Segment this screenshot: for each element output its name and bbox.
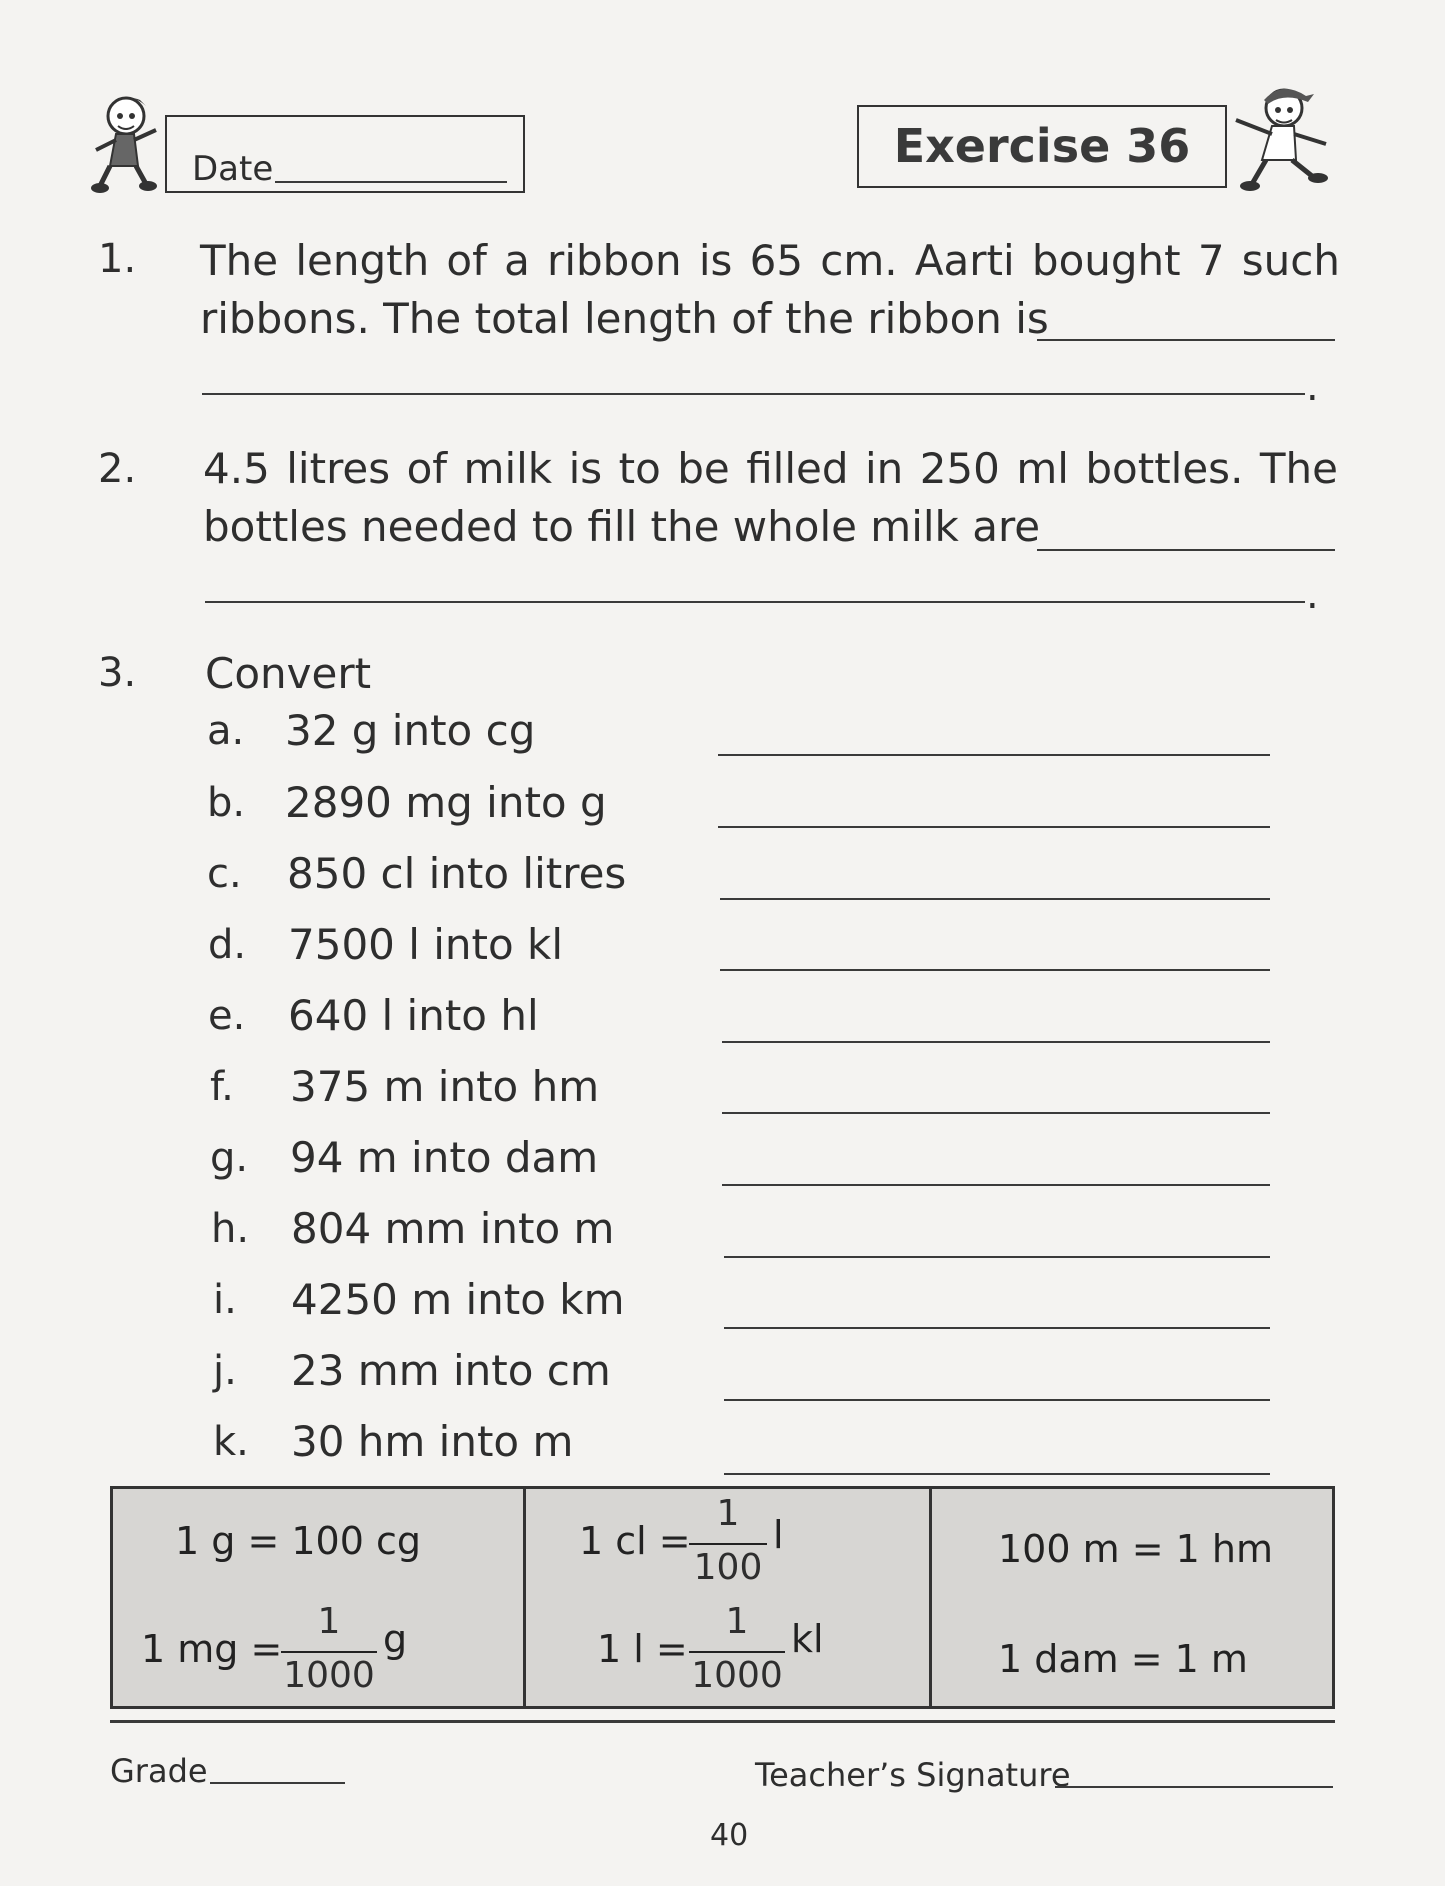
fraction-bar xyxy=(689,1651,785,1653)
convert-item-letter: e. xyxy=(208,993,246,1039)
conversion-cl-lhs: 1 cl = xyxy=(579,1519,691,1563)
question-3-title: Convert xyxy=(205,649,372,698)
fraction-numerator: 1 xyxy=(317,1601,341,1642)
fraction-denominator: 1000 xyxy=(691,1655,783,1696)
fraction-denominator: 100 xyxy=(693,1547,763,1588)
boy-mascot-right-icon xyxy=(1222,80,1340,192)
convert-answer-line[interactable] xyxy=(722,1112,1270,1114)
question-1-text xyxy=(200,232,1340,348)
conversion-l-lhs: 1 l = xyxy=(597,1627,688,1671)
conversion-g-to-cg: 1 g = 100 cg xyxy=(175,1519,421,1563)
fraction-numerator: 1 xyxy=(725,1601,749,1642)
convert-item-text: 94 m into dam xyxy=(290,1133,599,1182)
page-number: 40 xyxy=(710,1818,749,1853)
convert-item-letter: g. xyxy=(210,1135,249,1181)
question-3-number: 3. xyxy=(98,650,137,696)
convert-item-text: 375 m into hm xyxy=(290,1062,600,1111)
teacher-signature-blank-line[interactable] xyxy=(1055,1786,1333,1788)
grade-label: Grade xyxy=(110,1752,208,1790)
conversion-l-unit: kl xyxy=(791,1617,824,1661)
grade-blank-line[interactable] xyxy=(210,1782,345,1784)
convert-item-letter: f. xyxy=(210,1064,234,1110)
convert-item-letter: k. xyxy=(213,1419,249,1465)
fraction-1-over-1000-g xyxy=(281,1601,377,1701)
conversion-m-to-hm: 100 m = 1 hm xyxy=(998,1527,1273,1571)
table-bottom-rule xyxy=(110,1720,1335,1723)
fraction-1-over-1000-kl xyxy=(689,1601,785,1701)
question-2-answer-line-1[interactable] xyxy=(1037,549,1335,551)
convert-item-text: 2890 mg into g xyxy=(285,778,607,827)
boy-mascot-left-icon xyxy=(88,86,168,196)
question-2-period: . xyxy=(1306,572,1319,618)
teacher-signature-label: Teacher’s Signature xyxy=(755,1756,1071,1794)
fraction-denominator: 1000 xyxy=(283,1655,375,1696)
convert-item-text: 23 mm into cm xyxy=(291,1346,611,1395)
convert-answer-line[interactable] xyxy=(718,826,1270,828)
conversion-cl-unit: l xyxy=(773,1513,784,1557)
convert-item-text: 640 l into hl xyxy=(288,991,539,1040)
convert-answer-line[interactable] xyxy=(724,1327,1270,1329)
question-2-text-content: 4.5 litres of milk is to be filled in 250 ml bottles. The bottles needed to fill the whole milk are xyxy=(203,444,1338,551)
convert-answer-line[interactable] xyxy=(722,1184,1270,1186)
convert-answer-line[interactable] xyxy=(722,1041,1270,1043)
date-blank-line[interactable] xyxy=(275,181,507,183)
convert-answer-line[interactable] xyxy=(720,898,1270,900)
convert-item-text: 7500 l into kl xyxy=(288,920,564,969)
convert-item-letter: b. xyxy=(207,780,246,826)
question-1-answer-line-1[interactable] xyxy=(1037,339,1335,341)
question-1-period: . xyxy=(1306,364,1319,410)
exercise-title-box xyxy=(857,105,1227,188)
convert-item-letter: h. xyxy=(211,1206,250,1252)
convert-answer-line[interactable] xyxy=(724,1256,1270,1258)
convert-item-text: 804 mm into m xyxy=(291,1204,615,1253)
exercise-title: Exercise 36 xyxy=(893,119,1191,173)
conversion-mg-unit: g xyxy=(383,1617,408,1661)
convert-item-text: 30 hm into m xyxy=(291,1417,574,1466)
conversion-mg-lhs: 1 mg = xyxy=(141,1627,283,1671)
convert-item-text: 850 cl into litres xyxy=(287,849,627,898)
convert-item-text: 4250 m into km xyxy=(291,1275,625,1324)
date-box xyxy=(165,115,525,193)
convert-item-letter: c. xyxy=(207,851,242,897)
convert-item-letter: j. xyxy=(213,1348,237,1394)
question-1-text-content: The length of a ribbon is 65 cm. Aarti bought 7 such ribbons. The total length of the ribbon is xyxy=(200,236,1340,343)
conversion-table xyxy=(110,1486,1335,1709)
convert-item-letter: a. xyxy=(207,708,245,754)
question-2-number: 2. xyxy=(98,446,137,492)
table-column-divider xyxy=(929,1489,932,1706)
conversion-dam-to-m: 1 dam = 1 m xyxy=(998,1637,1248,1681)
fraction-bar xyxy=(689,1543,767,1545)
question-1-number: 1. xyxy=(98,236,137,282)
convert-answer-line[interactable] xyxy=(720,969,1270,971)
fraction-1-over-100-l xyxy=(689,1493,767,1593)
convert-item-text: 32 g into cg xyxy=(285,706,536,755)
convert-answer-line[interactable] xyxy=(724,1399,1270,1401)
question-2-text xyxy=(203,440,1338,556)
convert-answer-line[interactable] xyxy=(724,1473,1270,1475)
question-1-answer-line-2[interactable] xyxy=(202,393,1305,395)
convert-item-letter: i. xyxy=(213,1277,237,1323)
question-2-answer-line-2[interactable] xyxy=(205,601,1305,603)
date-label: Date xyxy=(192,149,274,189)
convert-item-letter: d. xyxy=(208,922,247,968)
fraction-bar xyxy=(281,1651,377,1653)
fraction-numerator: 1 xyxy=(716,1493,740,1534)
convert-answer-line[interactable] xyxy=(718,754,1270,756)
table-column-divider xyxy=(523,1489,526,1706)
